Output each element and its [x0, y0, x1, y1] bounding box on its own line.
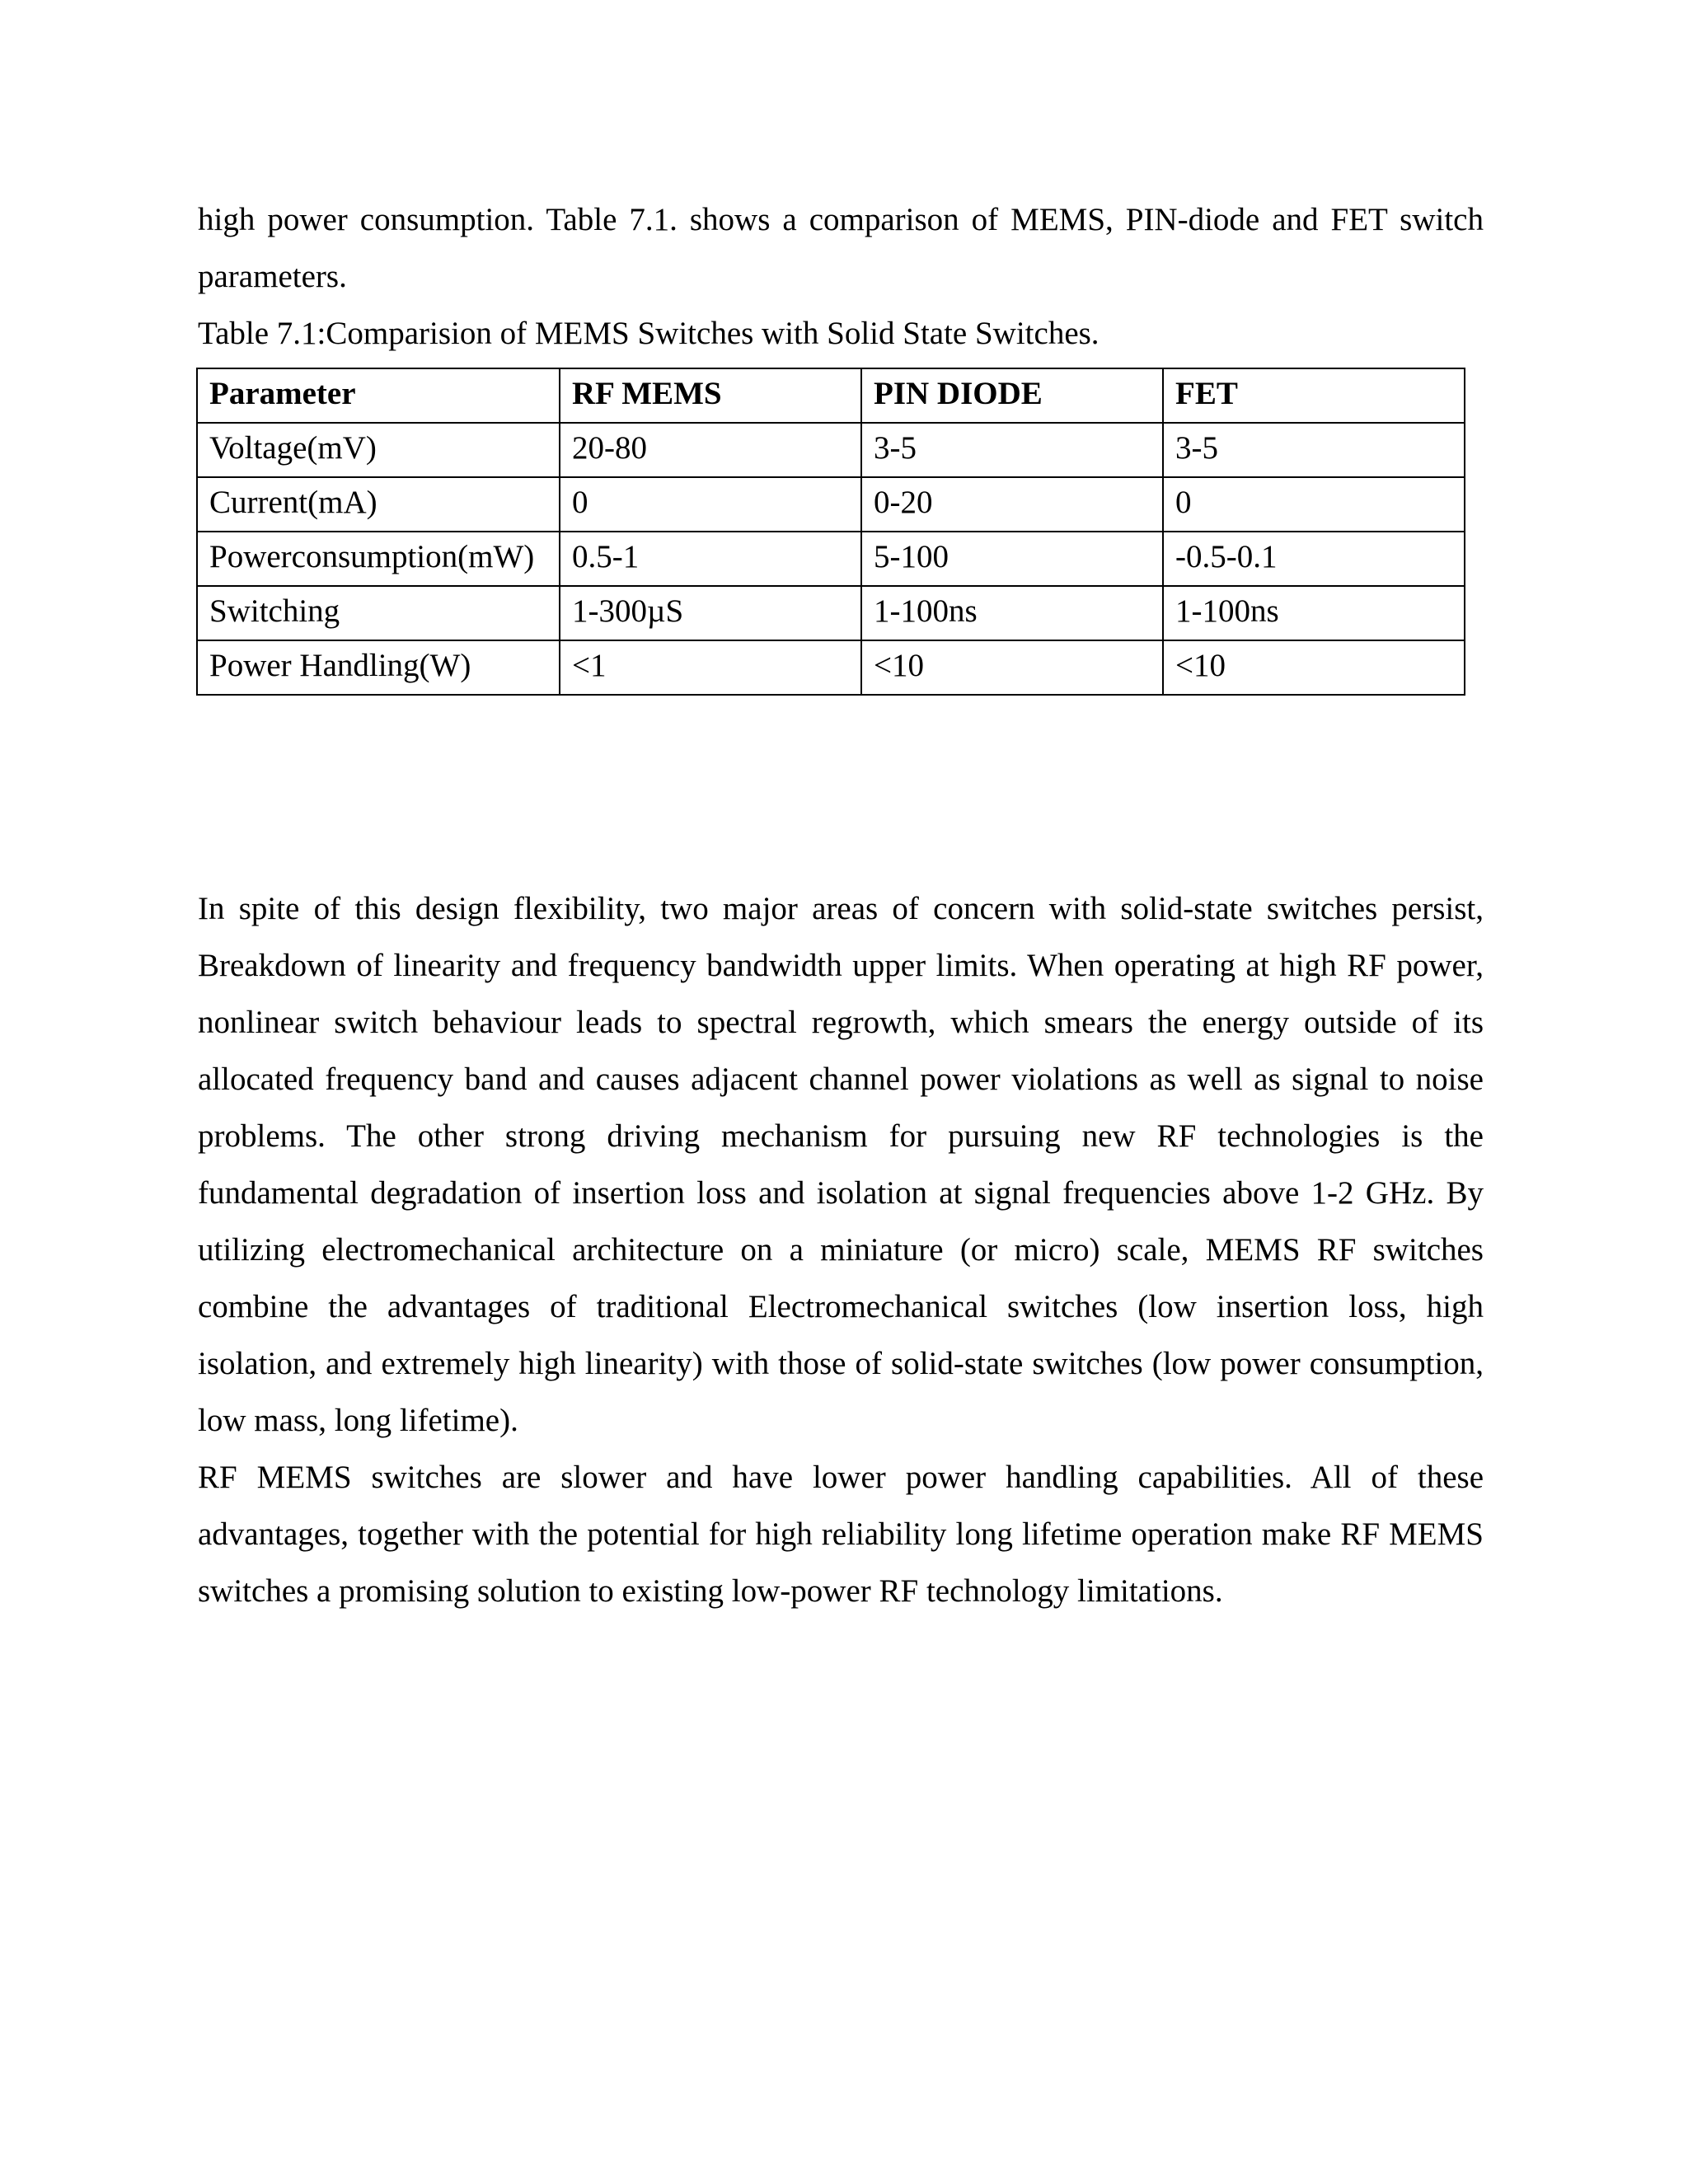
table-cell: 0: [560, 477, 861, 532]
table-row: [197, 586, 1465, 640]
table-cell: 0.5-1: [560, 532, 861, 586]
table-header-row: [197, 368, 1465, 423]
table-cell: Current(mA): [197, 477, 560, 532]
header-parameter: Parameter: [197, 368, 560, 423]
table-cell: 1-300µS: [560, 586, 861, 640]
table-cell: 1-100ns: [1163, 586, 1465, 640]
intro-block: [198, 191, 1484, 362]
table-row: [197, 532, 1465, 586]
table-cell: 0-20: [861, 477, 1163, 532]
table-row: [197, 640, 1465, 695]
table-cell: 20-80: [560, 423, 861, 477]
intro-line-1: high power consumption. Table 7.1. shows a comparison of MEMS, PIN-diode and FET switch: [198, 202, 1484, 237]
body-text: [198, 880, 1484, 1619]
table-cell: <10: [1163, 640, 1465, 695]
header-rf-mems: RF MEMS: [560, 368, 861, 423]
table-cell: 0: [1163, 477, 1465, 532]
header-pin-diode: PIN DIODE: [861, 368, 1163, 423]
table-cell: Powerconsumption(mW): [197, 532, 560, 586]
body-paragraph-1: In spite of this design flexibility, two major areas of concern with solid-state switches persist, Breakdown of linearity and frequency bandwidth upper limits. When operating at high RF power, nonlinear switch behaviour leads to spectral regrowth, which smears the energy outside of its allocated frequency band and causes adjacent channel power violations as well as signal to noise problems. The other strong driving mechanism for pursuing new RF technologies is the fundamental degradation of insertion loss and isolation at signal frequencies above 1-2 GHz. By utilizing electromechanical architecture on a miniature (or micro) scale, MEMS RF switches combine the advantages of traditional Electromechanical switches (low insertion loss, high isolation, and extremely high linearity) with those of solid-state switches (low power consumption, low mass, long lifetime).: [198, 891, 1484, 1438]
table-cell: 3-5: [861, 423, 1163, 477]
comparison-table: [196, 368, 1465, 696]
table-cell: <10: [861, 640, 1163, 695]
table-caption: Table 7.1:Comparision of MEMS Switches with Solid State Switches.: [198, 316, 1100, 351]
table-cell: Power Handling(W): [197, 640, 560, 695]
body-paragraph-2: RF MEMS switches are slower and have lower power handling capabilities. All of these advantages, together with the potential for high reliability long lifetime operation make RF MEMS switches a promising solution to existing low-power RF technology limitations.: [198, 1460, 1484, 1609]
table-cell: 1-100ns: [861, 586, 1163, 640]
table-cell: 3-5: [1163, 423, 1465, 477]
table-cell: Voltage(mV): [197, 423, 560, 477]
table-cell: -0.5-0.1: [1163, 532, 1465, 586]
intro-line-2: parameters.: [198, 259, 347, 294]
table-cell: <1: [560, 640, 861, 695]
table-cell: Switching: [197, 586, 560, 640]
table-row: [197, 477, 1465, 532]
header-fet: FET: [1163, 368, 1465, 423]
table-cell: 5-100: [861, 532, 1163, 586]
table-row: [197, 423, 1465, 477]
